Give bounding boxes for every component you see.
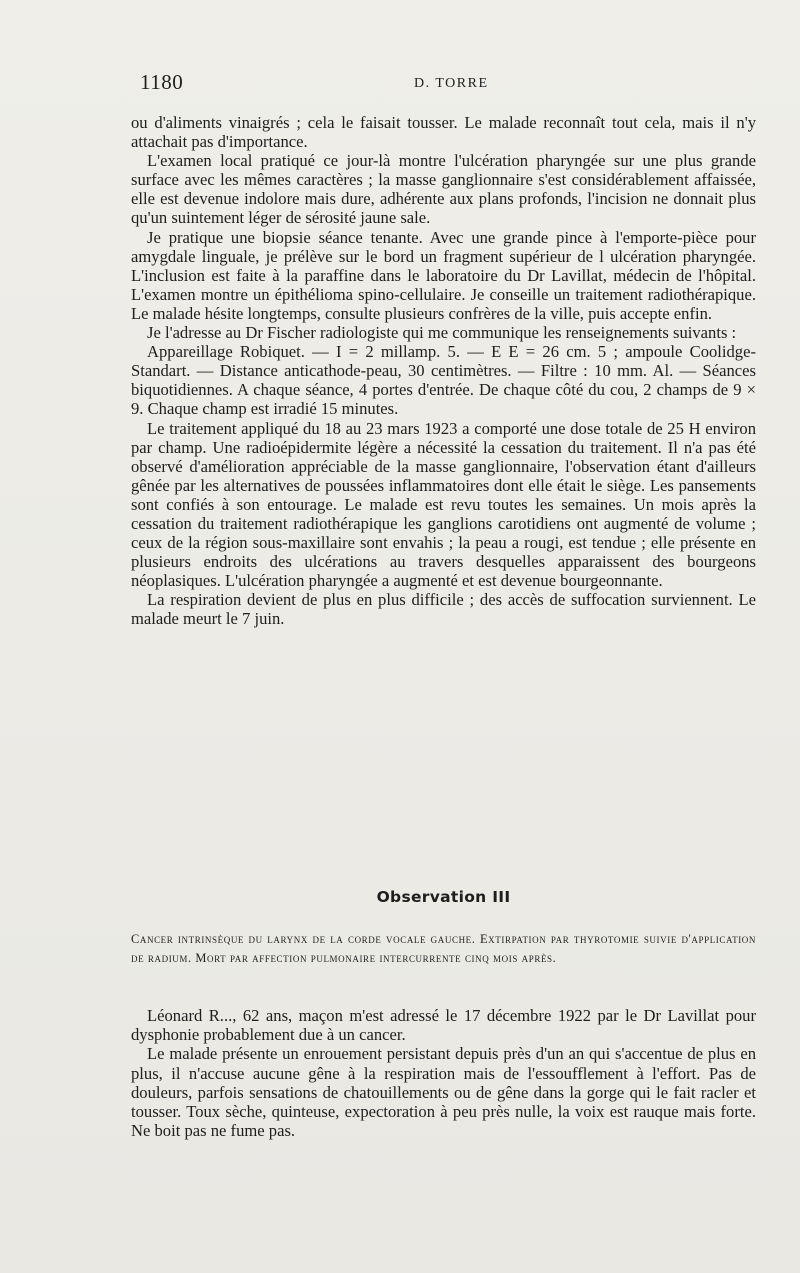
running-head: D. TORRE	[414, 76, 489, 91]
section-title: Observation III	[376, 888, 511, 906]
paragraph: Appareillage Robiquet. — I = 2 millamp. 5. — E E = 26 cm. 5 ; ampoule Coolidge-Standart. — Distance anticathode-peau, 30 centimètres. — Filtre : 10 mm. Al. — Séances biquotidiennes. A chaque séance, 4 portes d'entrée. De chaque côté du cou, 2 champs de 9 × 9. Chaque champ est irradié 15 minutes.	[131, 342, 756, 419]
paragraph: Léonard R..., 62 ans, maçon m'est adressé le 17 décembre 1922 par le Dr Lavillat pour dysphonie probablement due à un cancer.	[131, 1006, 756, 1045]
paragraph: Je pratique une biopsie séance tenante. Avec une grande pince à l'emporte-pièce pour amygdale linguale, je prélève sur le bord un fragment supérieur de l ulcération pharyngée. L'inclusion est faite à la paraffine dans le laboratoire du Dr Lavillat, médecin de l'hôpital. L'examen montre un épithélioma spino-cellulaire. Je conseille un traitement radiothérapique. Le malade hésite longtemps, consulte plusieurs confrères de la ville, puis accepte enfin.	[131, 227, 756, 323]
page-header	[140, 70, 760, 100]
paragraph: Le malade présente un enrouement persistant depuis près d'un an qui s'accentue de plus en plus, il n'accuse aucune gêne à la respiration mais de l'essoufflement à l'effort. Pas de douleurs, parfois sensations de chatouillements ou de gêne dans la gorge qui le fait racler et tousser. Toux sèche, quinteuse, expectoration à peu près nulle, la voix est rauque mais forte. Ne boit pas ne fume pas.	[131, 1044, 756, 1141]
body-text	[131, 113, 756, 629]
paragraph: L'examen local pratiqué ce jour-là montre l'ulcération pharyngée sur une plus grande surface avec les mêmes caractères ; la masse ganglionnaire s'est considérablement affaissée, elle est devenue indolore mais dure, adhérente aux plans profonds, l'incision ne donnait plus qu'un suintement léger de sérosité jaune sale.	[131, 151, 756, 228]
observation-text	[131, 1006, 756, 1140]
paragraph: ou d'aliments vinaigrés ; cela le faisait tousser. Le malade reconnaît tout cela, mais il n'y attachait pas d'importance.	[131, 113, 756, 152]
paragraph: Je l'adresse au Dr Fischer radiologiste qui me communique les renseignements suivants :	[147, 323, 737, 343]
page-number: 1180	[140, 70, 184, 94]
paragraph: Le traitement appliqué du 18 au 23 mars 1923 a comporté une dose totale de 25 H environ par champ. Une radioépidermite légère a nécessité la cessation du traitement. Il n'a pas été observé d'amélioration appréciable de la masse ganglionnaire, l'observation étant d'ailleurs gênée par les alternatives de poussées inflammatoires dont elle était le siège. Les pansements sont confiés à son entourage. Le malade est revu toutes les semaines. Un mois après la cessation du traitement radiothérapique les ganglions carotidiens ont augmenté de volume ; ceux de la région sous-maxillaire sont envahis ; la peau a rougi, est tendue ; elle présente en plusieurs endroits des ulcérations au travers desquelles apparaissent des bourgeons néoplasiques. L'ulcération pharyngée a augmenté et est devenue bourgeonnante.	[131, 418, 756, 591]
paragraph: La respiration devient de plus en plus difficile ; des accès de suffocation surviennent. Le malade meurt le 7 juin.	[131, 590, 756, 629]
section-subtitle: Cancer intrinsèque du larynx de la corde vocale gauche. Extirpation par thyrotomie suivie d'application de radium. Mort par affection pulmonaire intercurrente cinq mois après.	[131, 932, 756, 965]
